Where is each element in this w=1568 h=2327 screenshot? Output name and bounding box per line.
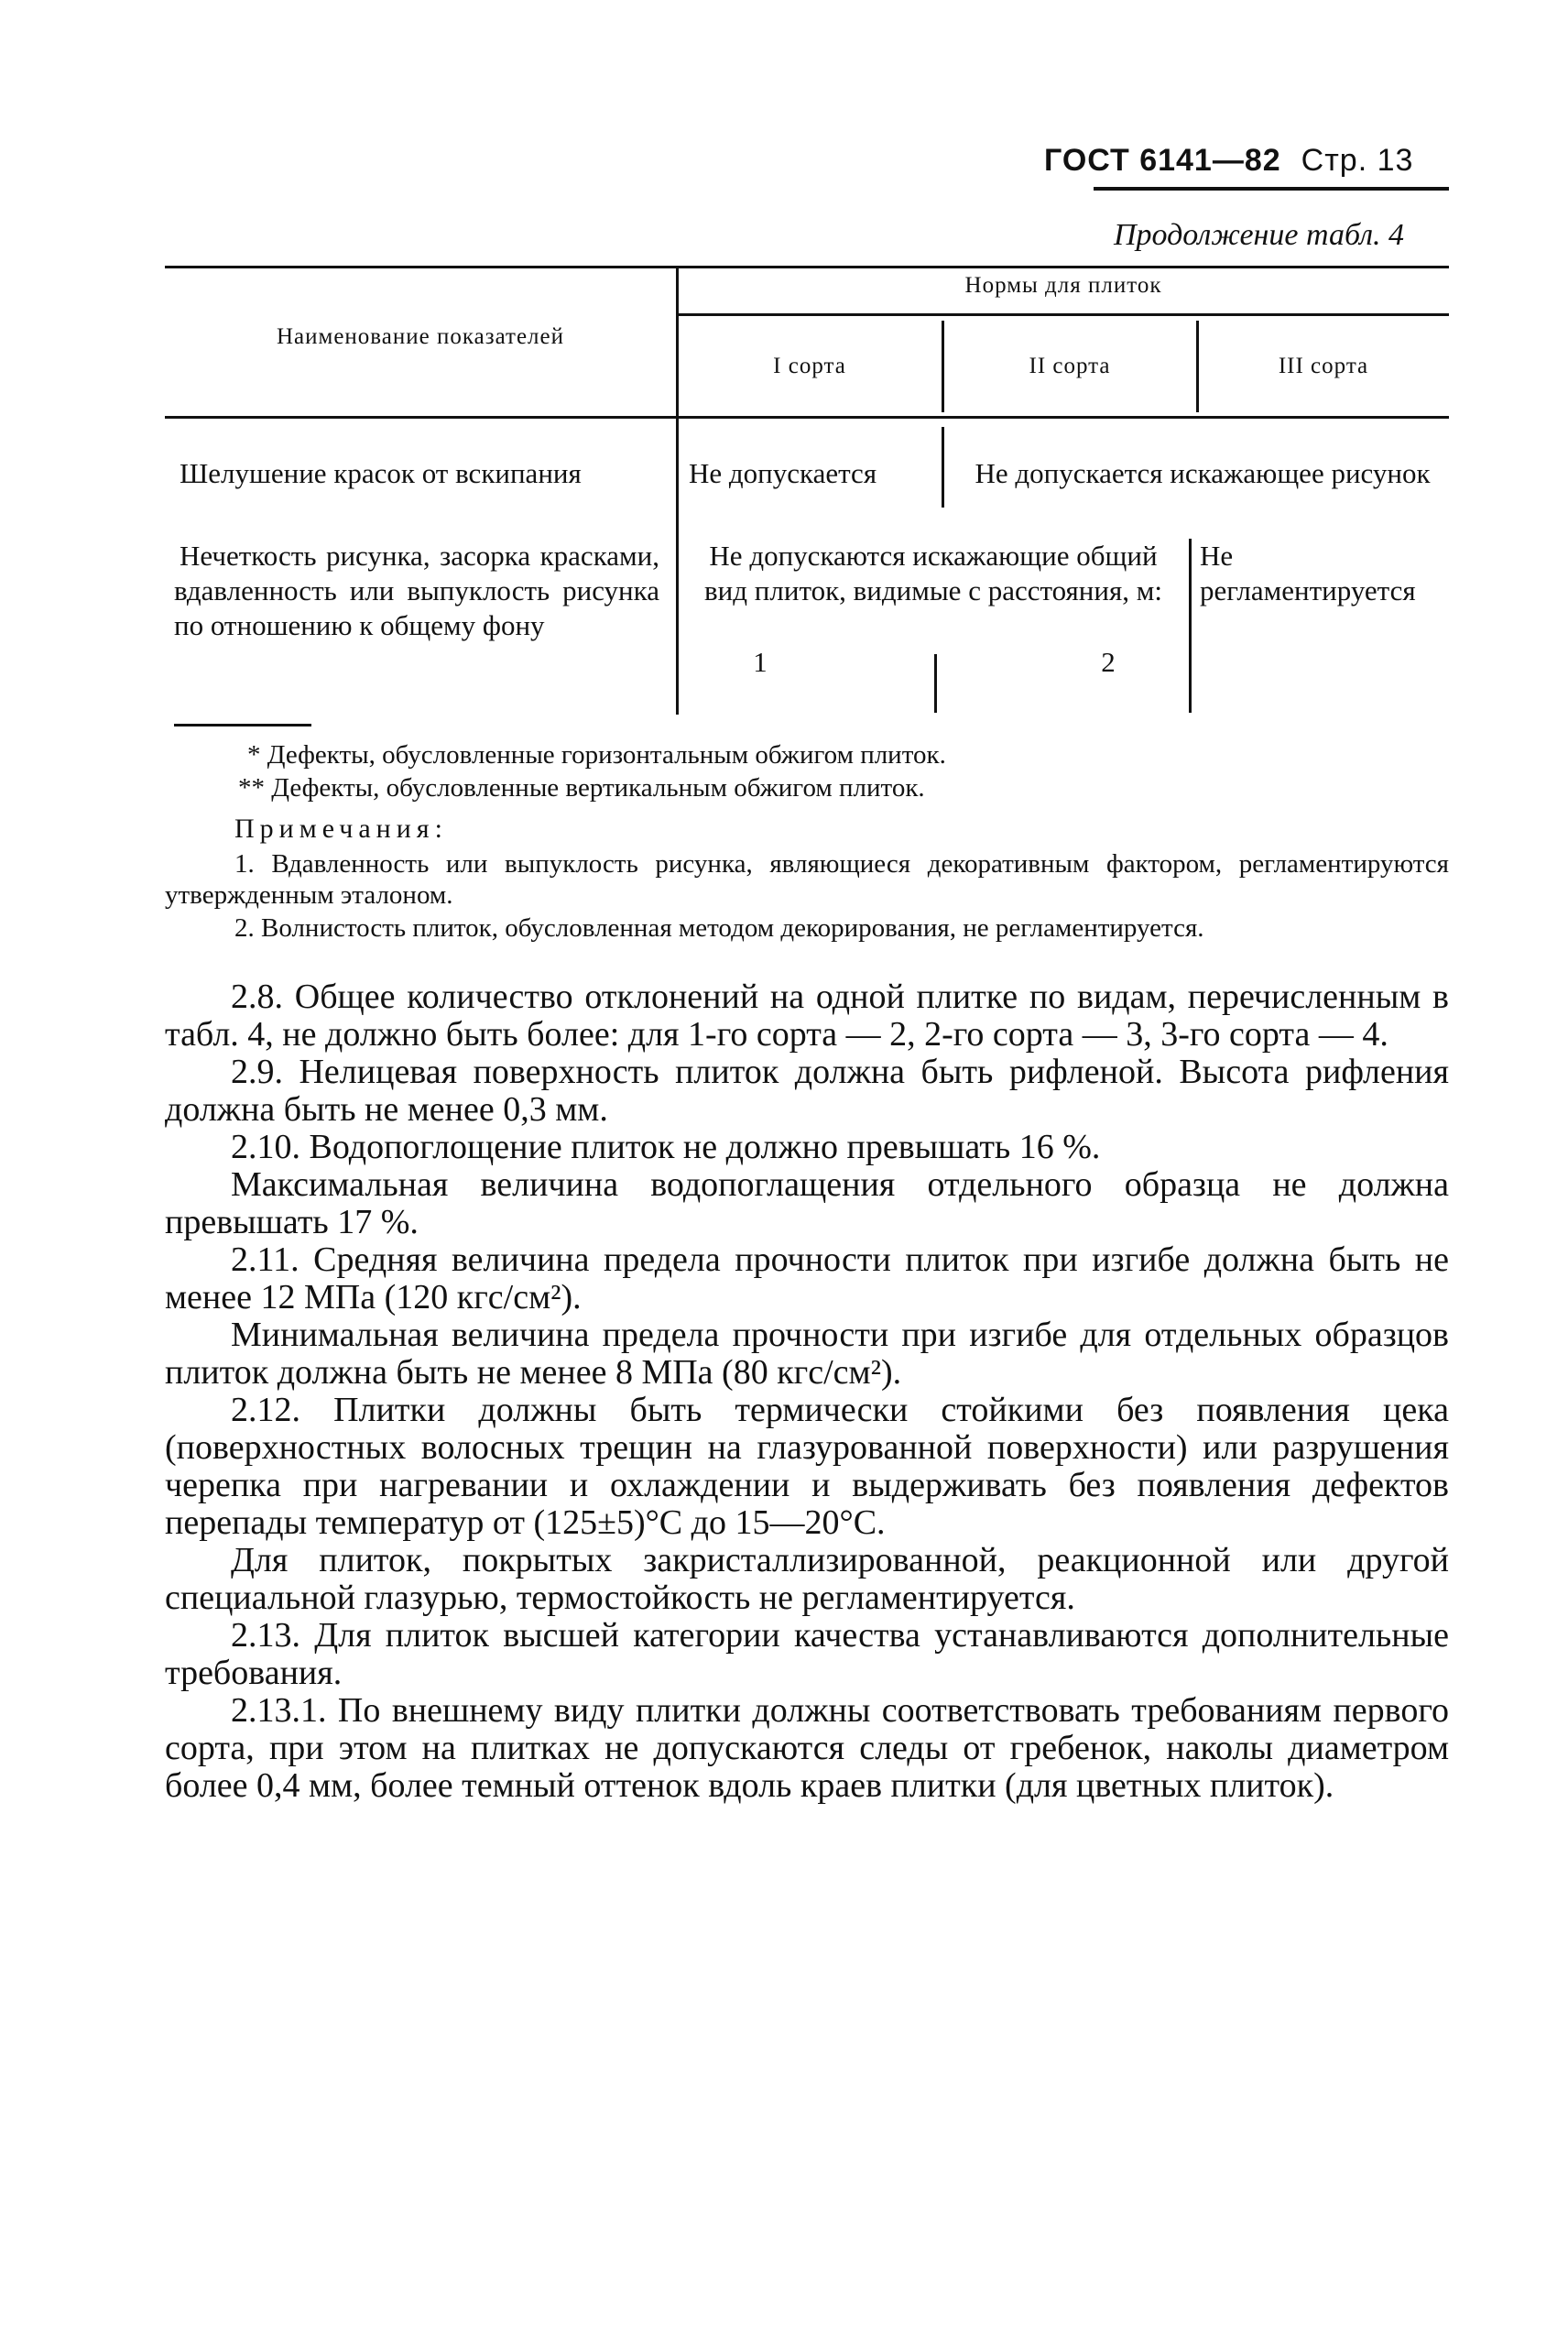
paragraph-2-12-glaze: Для плиток, покрытых закристаллизированной, реакционной или другой специальной глазурью, термостойкость не регламентируется. bbox=[165, 1541, 1449, 1617]
row2-grade1-distance: 1 bbox=[753, 646, 768, 678]
grade3-header: III сорта bbox=[1278, 354, 1369, 378]
header-bottom-rule bbox=[165, 416, 1449, 419]
paragraph-2-10-max: Максимальная величина водопоглащения отдельного образца не должна превышать 17 %. bbox=[165, 1165, 1449, 1241]
note-1: 1. Вдавленность или выпуклость рисунка, являющиеся декоративным фактором, регламентируются утвержденным эталоном. bbox=[165, 849, 1449, 910]
grade1-header: I сорта bbox=[773, 354, 846, 378]
row2-indicator: Нечеткость рисунка, засорка красками, вдавленность или выпуклость рисунка по отношению к общему фону bbox=[174, 540, 659, 641]
name-column-divider bbox=[676, 266, 679, 715]
grade2-header: II сорта bbox=[1029, 354, 1111, 378]
table-4-continuation bbox=[165, 266, 1449, 715]
note-2: 2. Волнистость плиток, обусловленная методом декорирования, не регламентируется. bbox=[234, 913, 1204, 943]
footnote-rule bbox=[174, 724, 311, 727]
header-rule bbox=[1094, 187, 1449, 191]
paragraph-2-11-min: Минимальная величина предела прочности при изгибе для отдельных образцов плиток должна быть не менее 8 МПа (80 кгс/см²). bbox=[165, 1316, 1449, 1392]
paragraph-2-8: 2.8. Общее количество отклонений на одной плитке по видам, перечисленным в табл. 4, не должно быть более: для 1-го сорта — 2, 2-го сорта — 3, 3-го сорта — 4. bbox=[165, 978, 1449, 1054]
norms-header-rule bbox=[678, 313, 1449, 316]
paragraph-2-9: 2.9. Нелицевая поверхность плиток должна быть рифленой. Высота рифления должна быть не менее 0,3 мм. bbox=[165, 1053, 1449, 1129]
body-text bbox=[165, 978, 1449, 1805]
paragraph-2-11: 2.11. Средняя величина предела прочности плиток при изгибе должна быть не менее 12 МПа (120 кгс/см²). bbox=[165, 1240, 1449, 1316]
row2-values-divider bbox=[934, 654, 937, 713]
paragraph-2-13-1: 2.13.1. По внешнему виду плитки должны соответствовать требованиям первого сорта, при этом на плитках не допускаются следы от гребенок, наколы диаметром более 0,4 мм, более темный оттенок вдоль краев плитки (для цветных плиток). bbox=[165, 1691, 1449, 1805]
row2-grade2-divider bbox=[1189, 539, 1192, 713]
norms-header: Нормы для плиток bbox=[964, 273, 1162, 298]
indicator-column-header: Наименование показателей bbox=[276, 324, 565, 349]
row1-grade1-divider bbox=[942, 427, 944, 508]
standard-number: ГОСТ 6141—82 bbox=[1044, 143, 1281, 178]
paragraph-2-12: 2.12. Плитки должны быть термически стойкими без появления цека (поверхностных волосных трещин на глазурованной поверхности) или разрушения черепка при нагревании и охлаждении и выдерживать без появления дефектов перепады температур от (125±5)°С до 15—20°С. bbox=[165, 1391, 1449, 1542]
row1-indicator: Шелушение красок от вскипания bbox=[180, 457, 582, 489]
row2-grade2-distance: 2 bbox=[1101, 646, 1116, 678]
paragraph-2-10: 2.10. Водопоглощение плиток не должно превышать 16 %. bbox=[231, 1128, 1101, 1166]
notes-title: Примечания: bbox=[234, 814, 448, 844]
page-number: Стр. 13 bbox=[1301, 143, 1414, 178]
table-continuation-caption: Продолжение табл. 4 bbox=[1114, 218, 1405, 252]
row1-grade1-value: Не допускается bbox=[689, 457, 877, 489]
row2-grade12-value: Не допускаются искажающие общий вид плиток, видимые с расстояния, м: bbox=[704, 540, 1162, 606]
page-header bbox=[1044, 143, 1413, 179]
row1-grade23-value: Не допускается искажающее рисунок bbox=[975, 457, 1431, 489]
paragraph-2-13: 2.13. Для плиток высшей категории качества устанавливаются дополнительные требования. bbox=[165, 1616, 1449, 1692]
row2-grade3-value: Не регламентируется bbox=[1200, 540, 1416, 606]
table-top-rule bbox=[165, 266, 1449, 268]
footnote-1: * Дефекты, обусловленные горизонтальным обжигом плиток. bbox=[247, 740, 946, 770]
footnote-2: ** Дефекты, обусловленные вертикальным обжигом плиток. bbox=[238, 773, 925, 803]
